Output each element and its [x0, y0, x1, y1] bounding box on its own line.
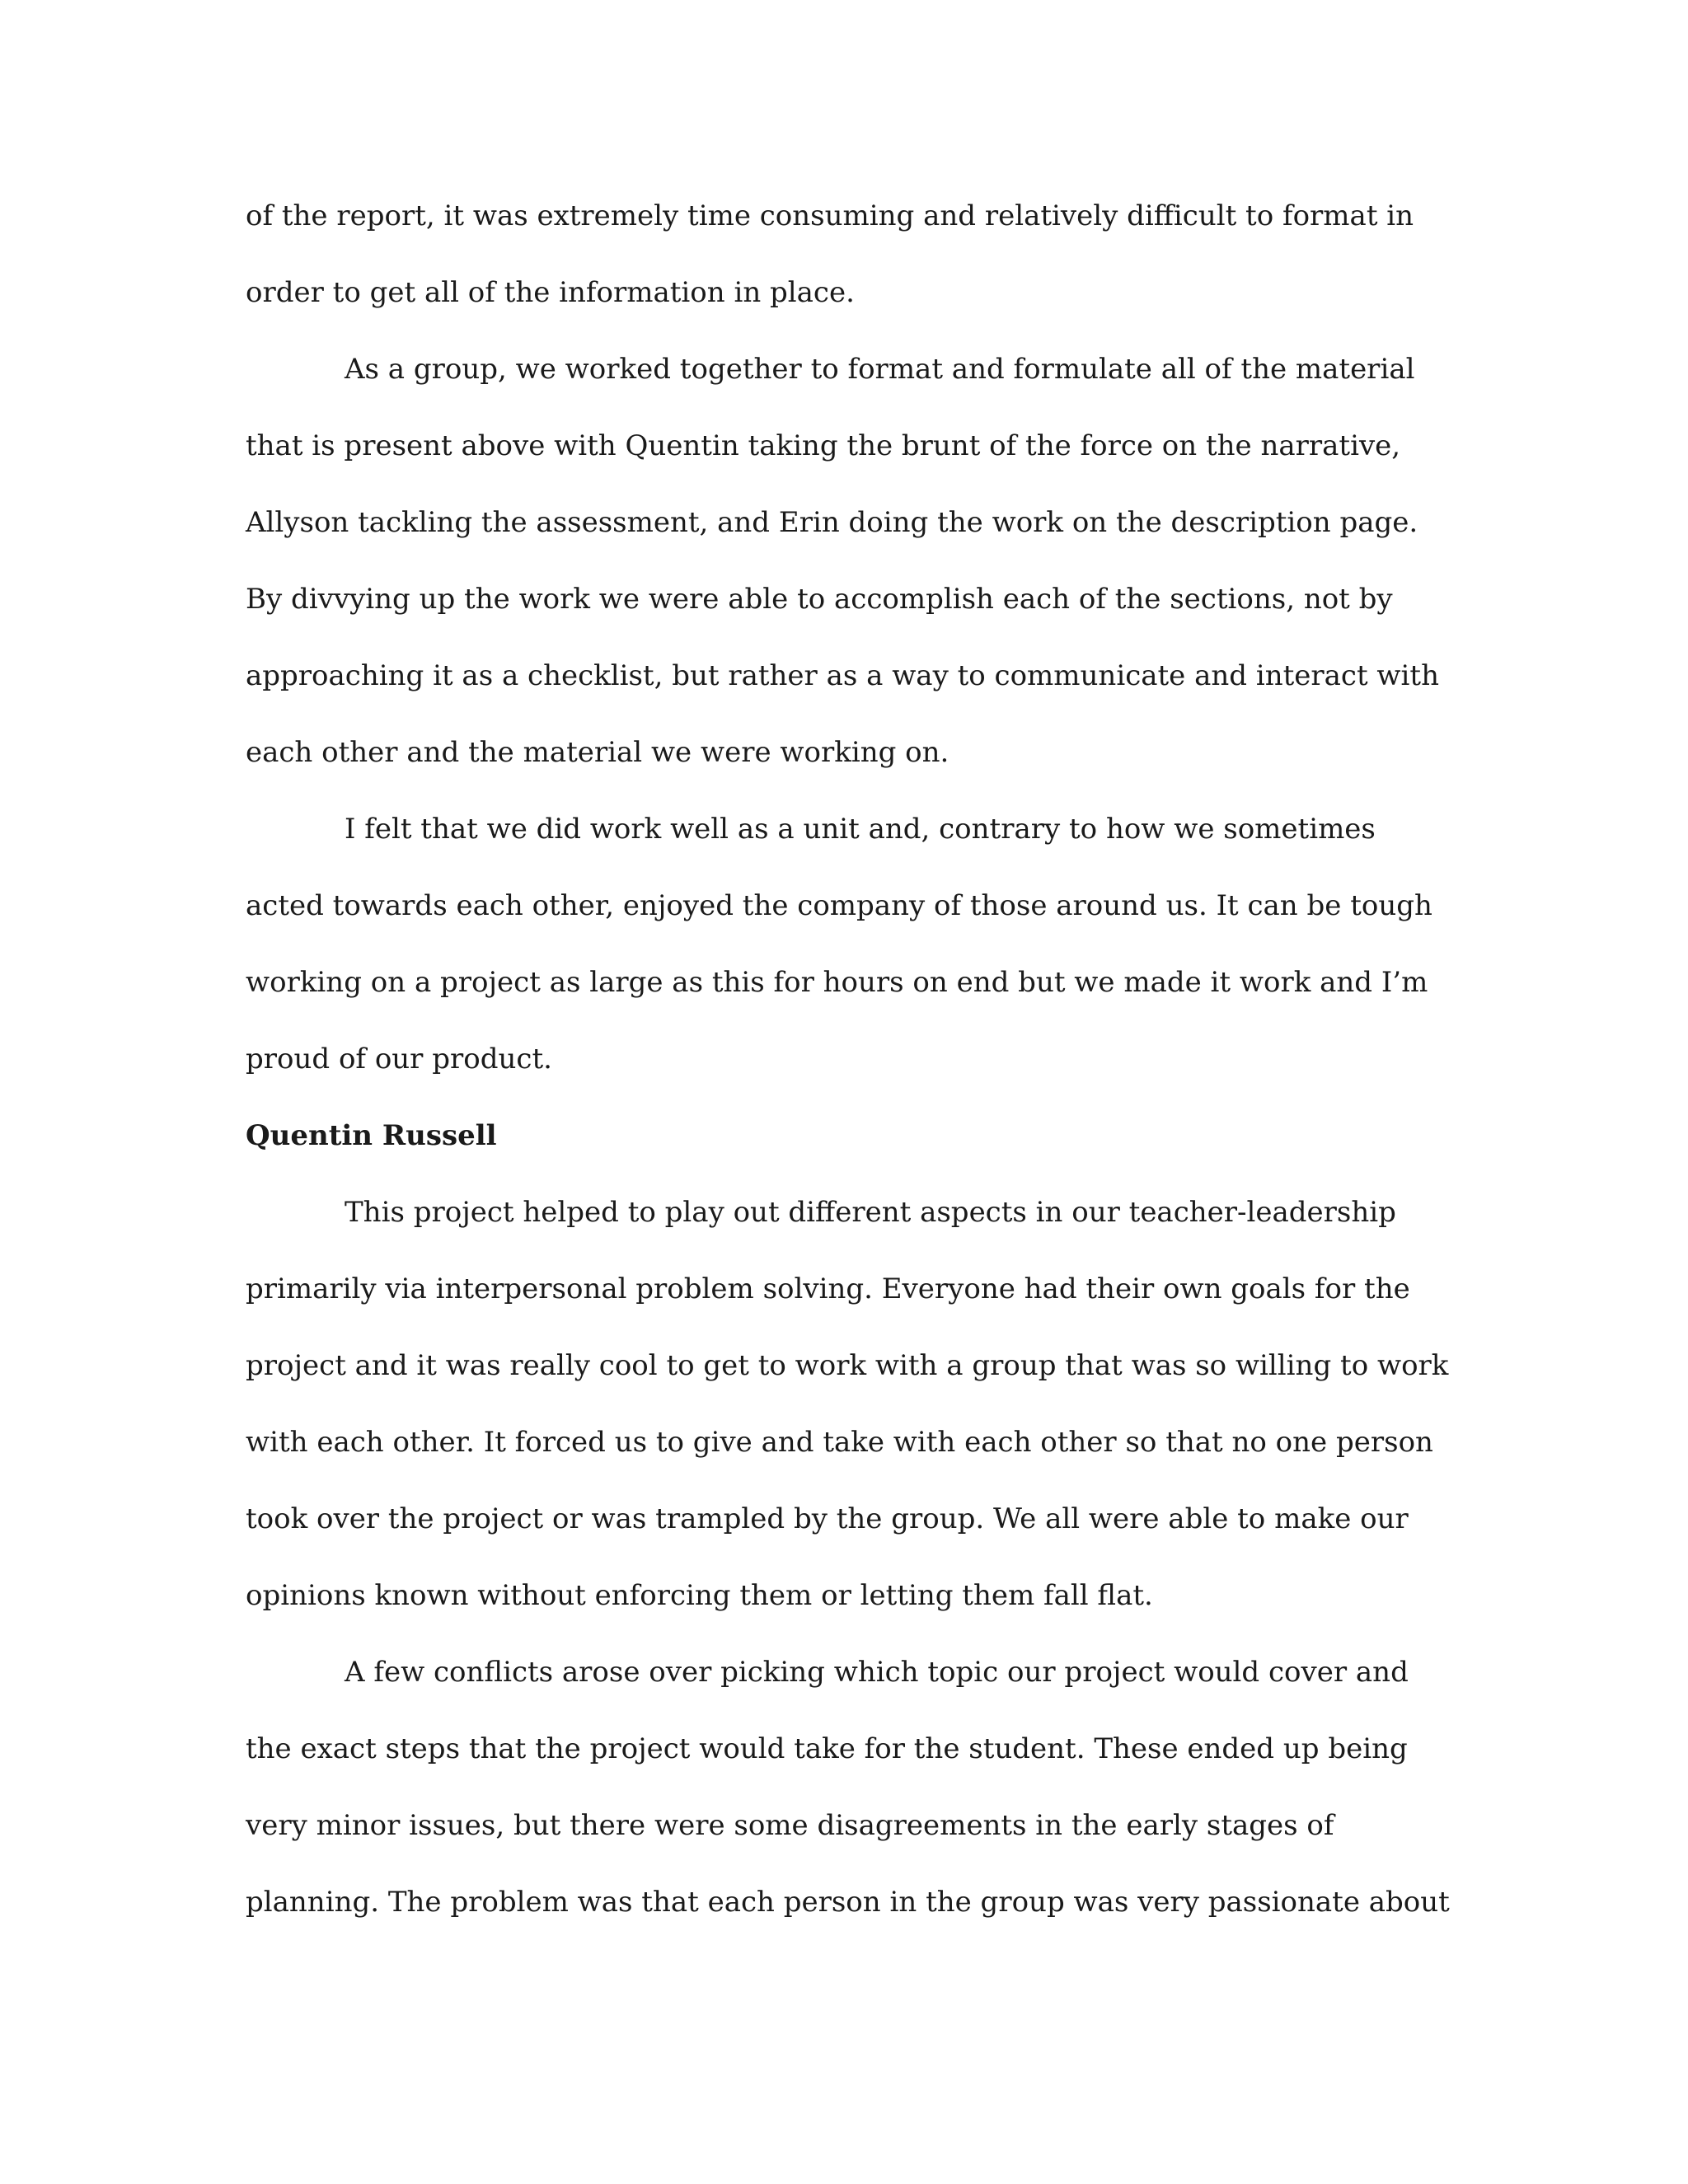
body-line: took over the project or was trampled by the group. We all were able to make our	[246, 1502, 1409, 1535]
body-line: each other and the material we were working on.	[246, 736, 950, 769]
body-line: primarily via interpersonal problem solving. Everyone had their own goals for the	[246, 1272, 1410, 1305]
body-line: order to get all of the information in place.	[246, 276, 855, 309]
body-line: Allyson tackling the assessment, and Erin doing the work on the description page.	[246, 506, 1418, 539]
body-line: acted towards each other, enjoyed the company of those around us. It can be tough	[246, 889, 1432, 922]
body-line: approaching it as a checklist, but rather as a way to communicate and interact with	[246, 659, 1439, 692]
section-heading: Quentin Russell	[246, 1119, 497, 1152]
body-line: with each other. It forced us to give and take with each other so that no one person	[246, 1426, 1433, 1459]
document-body	[246, 191, 1457, 1954]
paragraph-start-line: As a group, we worked together to format and formulate all of the material	[345, 353, 1415, 386]
paragraph-start-line: I felt that we did work well as a unit and, contrary to how we sometimes	[345, 813, 1376, 846]
body-line: By divvying up the work we were able to accomplish each of the sections, not by	[246, 583, 1393, 616]
paragraph-start-line: A few conflicts arose over picking which topic our project would cover and	[345, 1656, 1409, 1689]
body-line: planning. The problem was that each person in the group was very passionate about	[246, 1886, 1450, 1919]
body-line: of the report, it was extremely time consuming and relatively difficult to format in	[246, 199, 1414, 232]
body-line: proud of our product.	[246, 1043, 552, 1076]
paragraph-start-line: This project helped to play out different aspects in our teacher-leadership	[345, 1196, 1396, 1229]
body-line: opinions known without enforcing them or letting them fall flat.	[246, 1579, 1153, 1612]
body-line: working on a project as large as this for hours on end but we made it work and I’m	[246, 966, 1428, 999]
body-line: project and it was really cool to get to work with a group that was so willing to work	[246, 1349, 1449, 1382]
body-line: very minor issues, but there were some disagreements in the early stages of	[246, 1809, 1334, 1842]
body-line: the exact steps that the project would take for the student. These ended up being	[246, 1732, 1408, 1765]
body-line: that is present above with Quentin taking the brunt of the force on the narrative,	[246, 429, 1401, 462]
